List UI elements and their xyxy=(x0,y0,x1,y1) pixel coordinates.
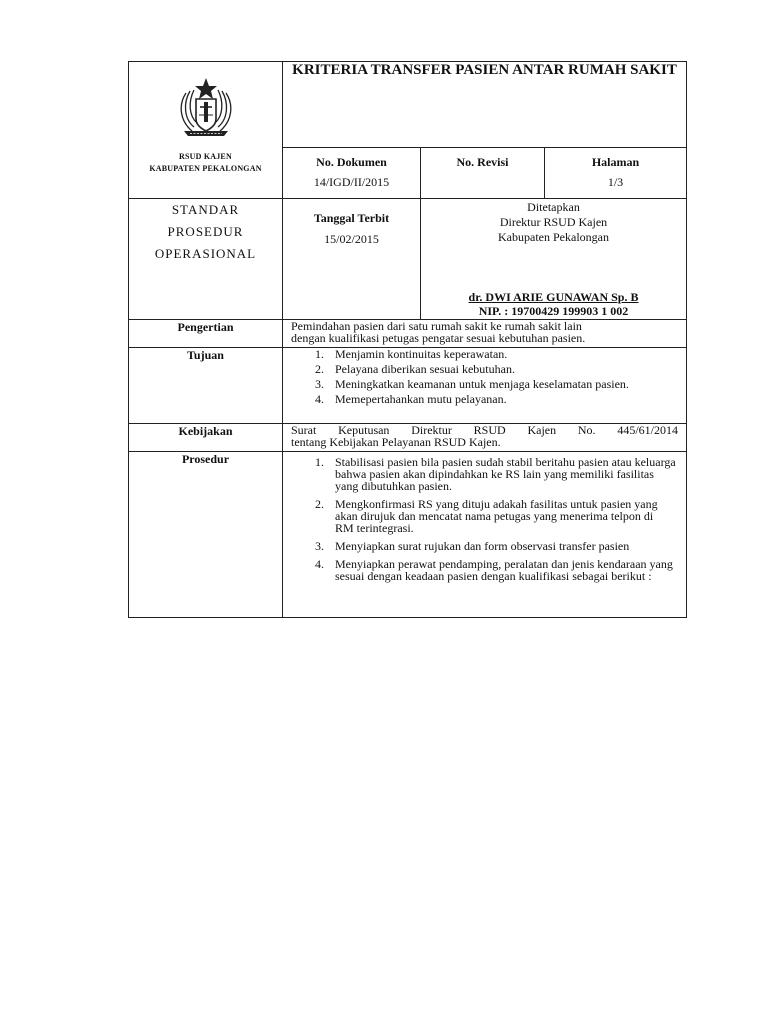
regency-emblem-icon xyxy=(174,75,238,139)
kebijakan-line1: Surat Keputusan Direktur RSUD Kajen No. 445/61/2014 xyxy=(291,423,679,437)
kebijakan-label-cell xyxy=(129,424,283,452)
tujuan-text-cell xyxy=(283,348,687,424)
kebijakan-label: Kebijakan xyxy=(178,424,233,438)
tujuan-label: Tujuan xyxy=(187,348,224,362)
page-value: 1/3 xyxy=(607,175,624,189)
prosedur-item: 1. Stabilisasi pasien bila pasien sudah stabil beritahu pasien atau keluarga bahwa pasien akan dipindahkan ke RS lain yang memiliki fasilitas yang dibutuhkan pasien. xyxy=(327,456,678,492)
prosedur-label-cell xyxy=(129,452,283,618)
tujuan-item: 4. Memepertahankan mutu pelayanan. xyxy=(327,393,686,405)
issue-date-value: 15/02/2015 xyxy=(324,232,379,246)
approval-cell xyxy=(421,199,687,320)
pengertian-line2: dengan kualifikasi petugas pengatar sesuai kebutuhan pasien. xyxy=(291,331,586,345)
org-name: RSUD KAJEN xyxy=(179,152,232,161)
document-title-cell xyxy=(283,62,687,148)
doc-number-cell xyxy=(283,148,421,199)
tujuan-label-cell xyxy=(129,348,283,424)
approval-line2: Direktur RSUD Kajen xyxy=(499,215,608,229)
approval-line3: Kabupaten Pekalongan xyxy=(498,230,609,244)
revision-cell xyxy=(421,148,545,199)
prosedur-item: 3. Menyiapkan surat rujukan dan form observasi transfer pasien xyxy=(327,540,678,552)
prosedur-text-cell xyxy=(283,452,687,618)
pengertian-label: Pengertian xyxy=(177,320,234,334)
pengertian-text-cell xyxy=(283,320,687,348)
doc-number-value: 14/IGD/II/2015 xyxy=(313,175,390,189)
page-cell xyxy=(545,148,687,199)
prosedur-item: 2. Mengkonfirmasi RS yang dituju adakah fasilitas untuk pasien yang akan dirujuk dan mencatat nama petugas yang menerima telpon di RM terintegrasi. xyxy=(327,498,678,534)
prosedur-label: Prosedur xyxy=(181,452,230,466)
page-label: Halaman xyxy=(591,155,640,169)
sop-label-line3: OPERASIONAL xyxy=(154,246,257,261)
kebijakan-text-cell xyxy=(283,424,687,452)
signer-name: dr. DWI ARIE GUNAWAN Sp. B xyxy=(468,290,639,304)
sop-table xyxy=(128,61,687,618)
revision-label: No. Revisi xyxy=(456,155,509,169)
pengertian-label-cell xyxy=(129,320,283,348)
issue-date-cell xyxy=(283,199,421,320)
hospital-logo-cell xyxy=(129,62,283,199)
org-region: KABUPATEN PEKALONGAN xyxy=(149,164,262,173)
doc-number-label: No. Dokumen xyxy=(316,155,387,169)
prosedur-item: 4. Menyiapkan perawat pendamping, peralatan dan jenis kendaraan yang sesuai dengan keadaan pasien dengan kualifikasi sebagai berikut : xyxy=(327,558,678,582)
prosedur-list xyxy=(283,456,686,582)
sop-label-line1: STANDAR xyxy=(171,202,240,217)
document-title: KRITERIA TRANSFER PASIEN ANTAR RUMAH SAKIT xyxy=(292,62,677,78)
tujuan-item: 1. Menjamin kontinuitas keperawatan. xyxy=(327,348,686,360)
sop-label-line2: PROSEDUR xyxy=(167,224,244,239)
sop-label-cell xyxy=(129,199,283,320)
approval-line1: Ditetapkan xyxy=(527,200,580,214)
pengertian-line1: Pemindahan pasien dari satu rumah sakit ke rumah sakit lain xyxy=(291,319,582,333)
tujuan-item: 2. Pelayana diberikan sesuai kebutuhan. xyxy=(327,363,686,375)
signer-nip: NIP. : 19700429 199903 1 002 xyxy=(478,304,629,318)
issue-date-label: Tanggal Terbit xyxy=(313,211,390,225)
tujuan-list xyxy=(283,348,686,405)
tujuan-item: 3. Meningkatkan keamanan untuk menjaga keselamatan pasien. xyxy=(327,378,686,390)
kebijakan-line2: tentang Kebijakan Pelayanan RSUD Kajen. xyxy=(291,435,501,449)
